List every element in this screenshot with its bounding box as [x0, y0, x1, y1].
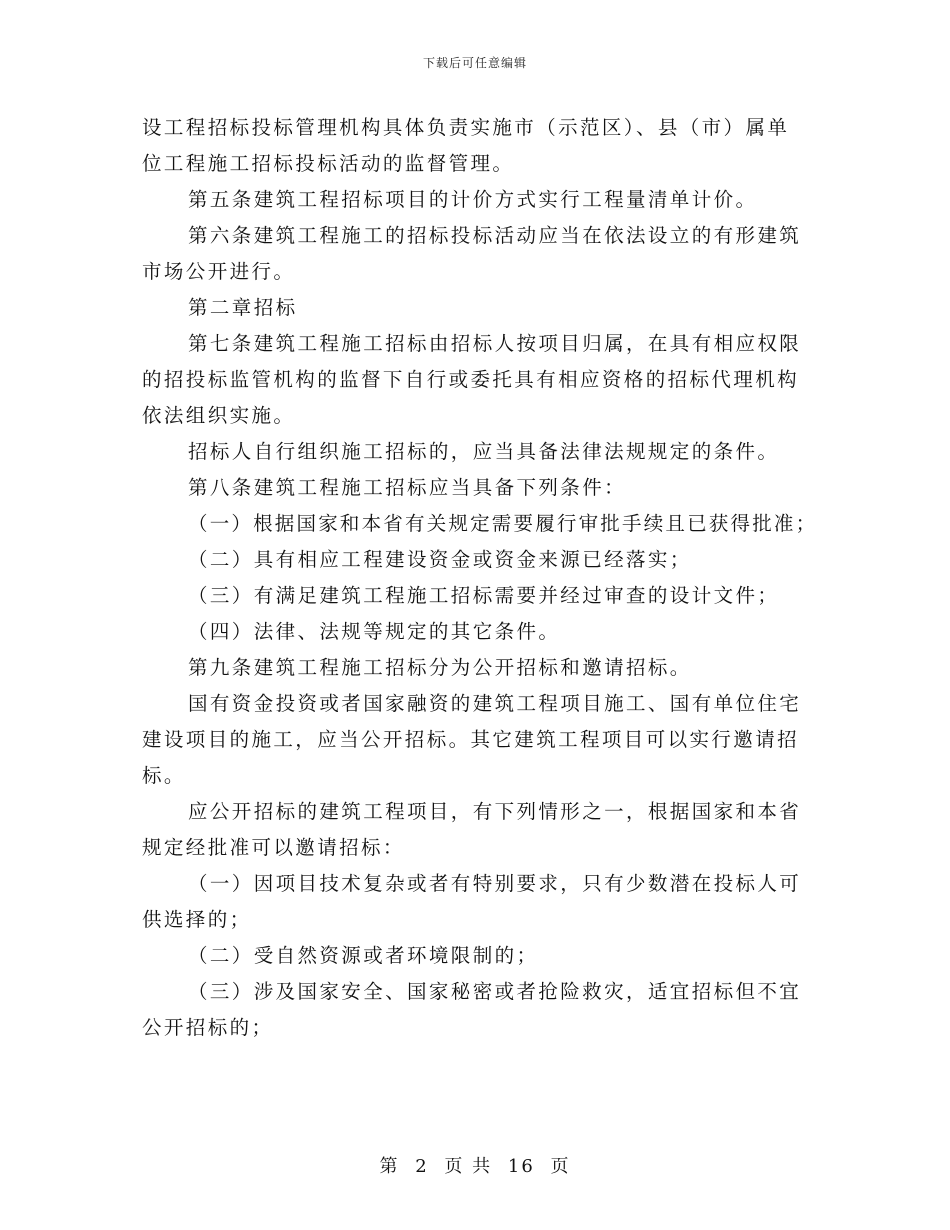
paragraph: 第七条建筑工程施工招标由招标人按项目归属，在具有相应权限的招投标监管机构的监督下自行或委托具有相应资格的招标代理机构依法组织实施。 [142, 332, 802, 427]
chapter-heading: 第二章招标 [188, 296, 298, 319]
footer-prefix: 第 [379, 1156, 400, 1177]
footer-middle: 页 共 [444, 1156, 493, 1177]
list-item: （二）具有相应工程建设资金或资金来源已经落实； [188, 548, 692, 571]
total-page-count: 16 [507, 1156, 535, 1177]
page-header: 下载后可任意编辑 [422, 56, 527, 70]
paragraph: 第九条建筑工程施工招标分为公开招标和邀请招标。 [188, 656, 692, 679]
paragraph: 国有资金投资或者国家融资的建筑工程项目施工、国有单位住宅建设项目的施工，应当公开招标。其它建筑工程项目可以实行邀请招标。 [142, 692, 802, 787]
list-item: （一）根据国家和本省有关规定需要履行审批手续且已获得批准； [188, 512, 818, 535]
list-item: （四）法律、法规等规定的其它条件。 [188, 620, 561, 643]
current-page-number: 2 [415, 1156, 429, 1177]
paragraph: 第五条建筑工程招标项目的计价方式实行工程量清单计价。 [188, 188, 758, 211]
footer-suffix: 页 [550, 1156, 571, 1177]
paragraph: 设工程招标投标管理机构具体负责实施市（示范区）、县（市）属单位工程施工招标投标活动的监督管理。 [142, 116, 790, 175]
paragraph: 应公开招标的建筑工程项目，有下列情形之一，根据国家和本省规定经批准可以邀请招标： [142, 800, 802, 859]
paragraph: 第八条建筑工程施工招标应当具备下列条件： [188, 476, 627, 499]
list-item: （二）受自然资源或者环境限制的； [188, 944, 539, 967]
list-item: （三）有满足建筑工程施工招标需要并经过审查的设计文件； [188, 584, 780, 607]
paragraph: 招标人自行组织施工招标的，应当具备法律法规规定的条件。 [188, 440, 780, 463]
document-body [142, 110, 818, 1046]
list-item: （三）涉及国家安全、国家秘密或者抢险救灾，适宜招标但不宜公开招标的； [142, 980, 802, 1039]
list-item: （一）因项目技术复杂或者有特别要求，只有少数潜在投标人可供选择的； [142, 872, 802, 931]
page-footer [0, 1152, 950, 1178]
paragraph: 第六条建筑工程施工的招标投标活动应当在依法设立的有形建筑市场公开进行。 [142, 224, 802, 283]
